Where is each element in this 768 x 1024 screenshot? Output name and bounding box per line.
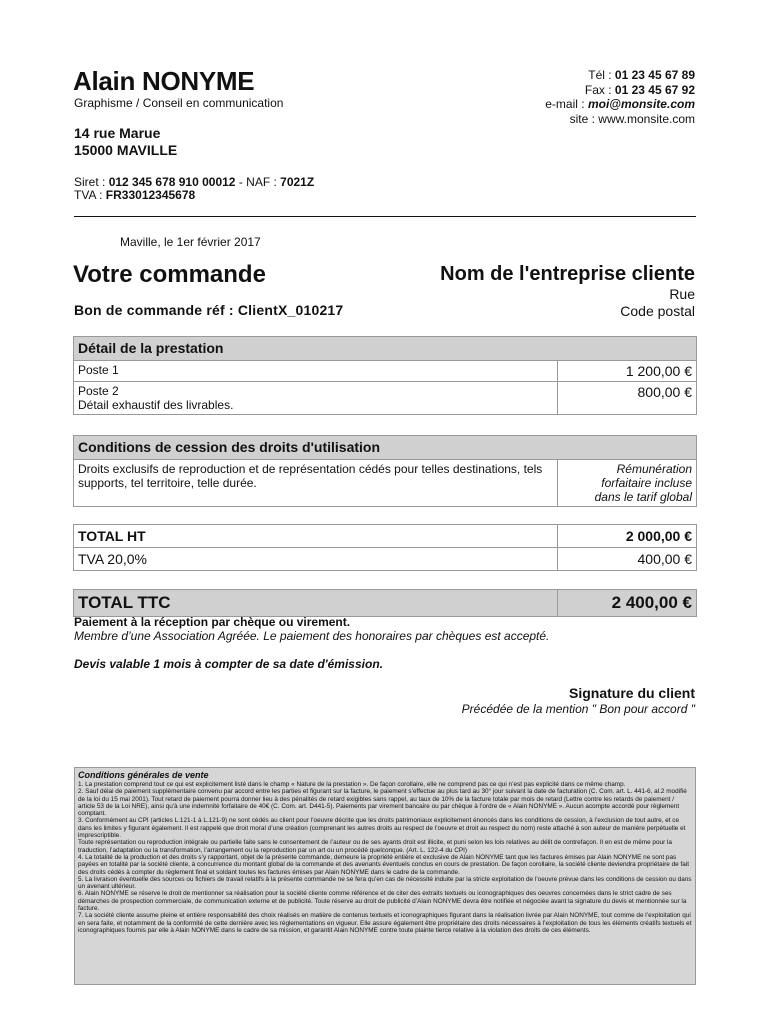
tva-label: TVA 20,0% bbox=[74, 548, 558, 571]
fax-value: 01 23 45 67 92 bbox=[614, 82, 695, 97]
prestation-table bbox=[73, 336, 697, 415]
contact-block bbox=[545, 68, 695, 126]
fax-line bbox=[545, 83, 695, 98]
terms-paragraph: 2. Sauf délai de paiement supplémentaire convenu par accord entre les parties et figurant sur la facture, le paiement s’effectue au plus tard au 30° jour suivant la date de facturation (C. Com. art. L. 441-6, al.2 modifié de la loi du 15 mai 2001). Tout retard de paiement pourra donner lieu à des pénalités de retard exigibles sans rappel, au taux de 10% de la facture totale par mois de retard (Lettre contre les retards de paiement / article 53 de la Loi NRE), ainsi qu'à une indemnité forfaitaire de 40€ (C. Com. art. D441-5). Paiements par virement bancaire ou par chèque à l’ordre de « Alain NONYME ». Aucun acompte accordé pour règlement comptant. bbox=[78, 788, 687, 818]
terms-of-sale-title: Conditions générales de vente bbox=[78, 770, 209, 780]
phone-line bbox=[545, 68, 695, 83]
table-row bbox=[74, 460, 697, 507]
totals-table bbox=[73, 524, 697, 571]
terms-paragraph: 3. Conformément au CPI (articles L.121-1 à L.121-9) ne sont cédés au client pour l’oeuvre décrite que les droits patrimoniaux explicitement énoncés dans les conditions de cession, à l’exclusion de tout autre, et ce dans les limites y figurant également. Il est rappelé que droit moral d’une création (comprenant les autres droits au respect de l’oeuvre et droit au respect du nom) reste attaché à son auteur de manière perpétuelle et imprescriptible. bbox=[78, 817, 686, 840]
line-item-label: Poste 2 bbox=[78, 384, 119, 398]
document-date: Maville, le 1er février 2017 bbox=[120, 235, 261, 249]
total-ttc-label: TOTAL TTC bbox=[74, 590, 558, 617]
issuer-name: Alain NONYME bbox=[73, 66, 255, 96]
website-line: site : www.monsite.com bbox=[569, 111, 695, 126]
payment-terms: Paiement à la réception par chèque ou virement. bbox=[74, 615, 351, 629]
total-ht-row bbox=[74, 525, 697, 548]
signature-subtitle: Précédée de la mention " Bon pour accord " bbox=[461, 702, 695, 716]
terms-of-sale-box bbox=[74, 767, 696, 985]
total-ht-label: TOTAL HT bbox=[74, 525, 558, 548]
terms-paragraph: 4. La totalité de la production et des droits s’y rapportant, objet de la présente commande, demeure la propriété entière et exclusive de Alain NONYME tant que les factures émises par Alain NONYME ne sont pas payées en totalité par la société cliente, à concurrence du montant global de la commande et des avenants éventuels conclus en cours de prestation. De façon corollaire, la société cliente deviendra propriétaire de fait des droits cédés à compter du règlement final et soldant toutes les factures émises par Alain NONYME dans le cadre de la commande. bbox=[78, 853, 690, 876]
rights-header-row bbox=[74, 436, 697, 460]
fax-label: Fax : bbox=[584, 82, 615, 97]
terms-paragraph: 7. La société cliente assume pleine et entière responsabilité des choix réalisés en matière de contenus textuels et iconographiques figurant dans la réalisation livrée par Alain NONYME, tout comme de l’exploitation qui en sera faite, et notamment de la conformité de cette dernière avec les réglementations en vigueur. Elle assure également être propriétaire des droits nécessaires à l’exploitation de tous les éléments créatifs textuels et iconographiques fournis par elle à Alain NONYME dans le cadre de sa mission, et garantit Alain NONYME contre toute plainte tierce relative à la violation des droits de ces éléments. bbox=[78, 912, 692, 934]
header-divider bbox=[74, 216, 696, 217]
table-row bbox=[74, 382, 697, 415]
issuer-street: 14 rue Marue bbox=[74, 125, 161, 141]
client-name: Nom de l'entreprise cliente bbox=[440, 263, 695, 285]
total-ttc-value: 2 400,00 € bbox=[558, 590, 697, 617]
email-label: e-mail : bbox=[545, 97, 588, 111]
tva-number-line bbox=[74, 188, 195, 202]
line-item-cell bbox=[74, 382, 558, 415]
email-link[interactable]: moi@monsite.com bbox=[587, 97, 695, 111]
total-ttc-table bbox=[73, 589, 697, 617]
total-ht-value: 2 000,00 € bbox=[558, 525, 697, 548]
line-item-amount: 800,00 € bbox=[558, 382, 697, 415]
siret-label: Siret : bbox=[74, 175, 109, 189]
prestation-header: Détail de la prestation bbox=[74, 337, 697, 361]
table-row bbox=[74, 361, 697, 382]
remuneration-line: forfaitaire incluse bbox=[601, 476, 692, 490]
line-item-label: Poste 1 bbox=[74, 361, 558, 382]
document-title: Votre commande bbox=[73, 261, 266, 288]
rights-text: Droits exclusifs de reproduction et de représentation cédés pour telles destinations, tels supports, tel territoire, telle durée. bbox=[74, 460, 558, 507]
signature-title: Signature du client bbox=[568, 685, 695, 701]
email-line bbox=[545, 97, 695, 112]
phone-value: 01 23 45 67 89 bbox=[614, 68, 695, 82]
tva-value: 400,00 € bbox=[558, 548, 697, 571]
rights-header: Conditions de cession des droits d'utilisation bbox=[74, 436, 697, 460]
terms-paragraph: 1. La prestation comprend tout ce qui est explicitement listé dans le champ « Nature de la prestation ». De façon corollaire, elle ne comprend pas ce qui n’est pas explicité dans ce même champ. bbox=[78, 781, 626, 788]
client-postal-code: Code postal bbox=[620, 303, 695, 319]
remuneration-line: dans le tarif global bbox=[594, 490, 692, 504]
total-ttc-row bbox=[74, 590, 697, 617]
terms-paragraph: Toute représentation ou reproduction intégrale ou partielle faite sans le consentement de l’auteur ou de ses ayants droit est illicite, et puni selon les lois relatives au délit de contrefaçon. Il en est de même pour la traduction, l’adaptation ou la transformation, l’arrangement ou la reproduction par un art ou un procédé quelconque. (Art. L. 122-4 du CPI) bbox=[78, 839, 672, 854]
terms-paragraph: 6. Alain NONYME se réserve le droit de mentionner sa réalisation pour la société cliente comme référence et de citer des extraits textuels ou iconographiques des oeuvres concernées dans le strict cadre de ses démarches de prospection commerciale, de communication externe et de publicité. Toute réserve au droit de publicité d’Alain NONYME devra être notifiée et négociée avant la signature du devis et mentionnée sur la facture. bbox=[78, 890, 687, 913]
prestation-header-row bbox=[74, 337, 697, 361]
terms-paragraph: 5. La livraison éventuelle des sources ou fichiers de travail relatifs à la présente commande ne se fera qu’en cas de nécessité induite par la stricte exploitation de l’oeuvre prévue dans les conditions de cession ou dans un avenant ultérieur. bbox=[78, 875, 692, 891]
siret-value: 012 345 678 910 00012 bbox=[108, 175, 236, 189]
naf-value: 7021Z bbox=[280, 175, 315, 189]
line-item-amount: 1 200,00 € bbox=[558, 361, 697, 382]
tva-number-value: FR33012345678 bbox=[105, 188, 196, 202]
order-reference: Bon de commande réf : ClientX_010217 bbox=[74, 302, 344, 318]
issuer-city: 15000 MAVILLE bbox=[74, 142, 178, 158]
line-item-detail: Détail exhaustif des livrables. bbox=[78, 398, 234, 412]
rights-table bbox=[73, 435, 697, 507]
siret-line bbox=[74, 175, 314, 189]
tva-row bbox=[74, 548, 697, 571]
phone-label: Tél : bbox=[588, 68, 615, 82]
validity-note: Devis valable 1 mois à compter de sa date d'émission. bbox=[74, 657, 383, 671]
association-note: Membre d’une Association Agréée. Le paiement des honoraires par chèques est accepté. bbox=[74, 629, 550, 643]
naf-label: - NAF : bbox=[235, 175, 281, 189]
client-street: Rue bbox=[669, 286, 695, 302]
rights-remuneration bbox=[558, 460, 697, 507]
tva-number-label: TVA : bbox=[74, 188, 106, 202]
remuneration-line: Rémunération bbox=[616, 462, 692, 476]
issuer-subtitle: Graphisme / Conseil en communication bbox=[74, 96, 284, 110]
